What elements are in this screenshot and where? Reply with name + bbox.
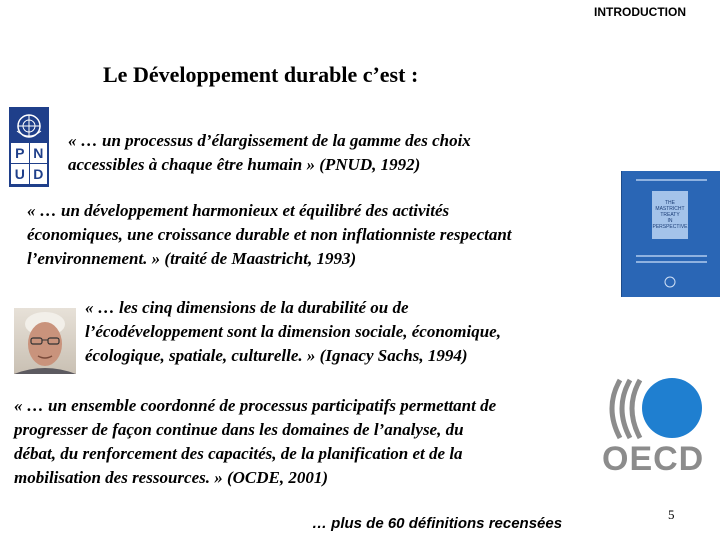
pnud-letter: P bbox=[11, 143, 29, 163]
maastricht-report-cover bbox=[621, 171, 720, 297]
pnud-letter: U bbox=[11, 164, 29, 184]
pnud-logo bbox=[9, 107, 49, 187]
quote-ocde: « … un ensemble coordonné de processus participatifs permettant de progresser de façon continue dans les domaines de l’analyse, du débat, du renforcement des capacités, de la planification et de la mobilisation des ressources. » (OCDE, 2001) bbox=[14, 396, 497, 487]
oecd-wordmark: OECD bbox=[602, 440, 705, 478]
cover-line: TREATY bbox=[660, 212, 680, 218]
section-label: INTRODUCTION bbox=[594, 5, 686, 19]
ignacy-sachs-portrait bbox=[14, 308, 76, 374]
cover-line: THE bbox=[665, 200, 675, 206]
footer-note: … plus de 60 définitions recensées bbox=[312, 515, 563, 532]
cover-emblem-icon bbox=[660, 275, 680, 289]
cover-line: PERSPECTIVE bbox=[652, 224, 688, 230]
quote-maastricht: « … un développement harmonieux et équilibré des activités économiques, une croissance durable et non inflationniste respectant l’environnement. » (traité de Maastricht, 1993) bbox=[27, 201, 512, 268]
cover-title-panel bbox=[652, 191, 688, 239]
slide-title: Le Développement durable c’est : bbox=[103, 62, 419, 87]
page-number: 5 bbox=[668, 507, 675, 522]
pnud-letter: D bbox=[30, 164, 48, 184]
quote-pnud: « … un processus d’élargissement de la gamme des choix accessibles à chaque être humain » (PNUD, 1992) bbox=[68, 131, 471, 174]
un-emblem-icon bbox=[11, 109, 47, 143]
pnud-letter: N bbox=[30, 143, 48, 163]
cover-line: IN bbox=[667, 218, 673, 224]
oecd-logo bbox=[600, 376, 712, 482]
quote-sachs: « … les cinq dimensions de la durabilité ou de l’écodéveloppement sont la dimension sociale, économique, écologique, spatiale, culturelle. » (Ignacy Sachs, 1994) bbox=[85, 298, 501, 365]
cover-line: MASTRICHT bbox=[655, 206, 685, 212]
